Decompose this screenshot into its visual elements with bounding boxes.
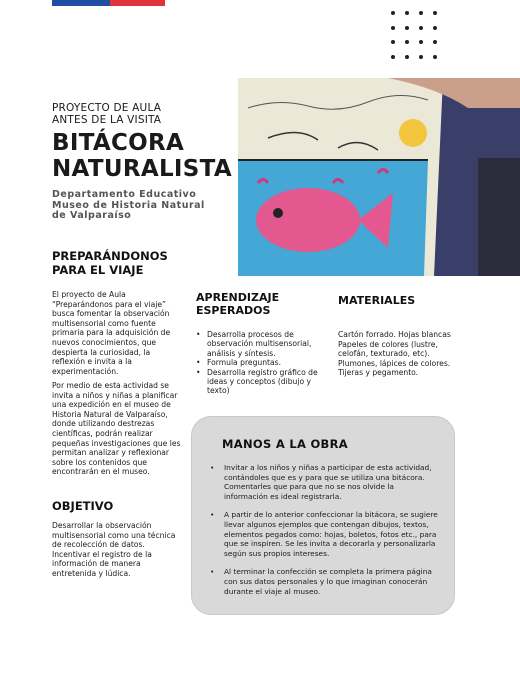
manos-list [210, 463, 438, 605]
decorative-dot-grid [386, 6, 442, 64]
flag-stripe-blue [52, 0, 110, 6]
department-label: Departamento Educativo Museo de Historia Natural de Valparaíso [52, 189, 205, 221]
list-item: • Invitar a los niños y niñas a participar de esta actividad, contándoles que es y para que se utiliza una bitácora. Comentarles que para que no se nos olvide la información es ideal registrarla. [210, 463, 438, 501]
list-item: • A partir de lo anterior confeccionar la bitácora, se sugiere llevar algunos ejemplos que contengan dibujos, textos, elementos pegados como: hojas, boletos, fotos etc., para que se inspiren. Se les invita a decorarla y personalizarla según sus propios intereses. [210, 510, 438, 558]
section-heading-objetivo: OBJETIVO [52, 499, 114, 513]
section-heading-aprendizaje: APRENDIZAJE ESPERADOS [196, 291, 280, 317]
section-heading-materiales: MATERIALES [338, 294, 416, 307]
preparandonos-paragraph-1: El proyecto de Aula “Preparándonos para el viaje” busca fomentar la observación multisensorial como fuente primaria para la adquisición de nuevos conocimientos, que despierta la curiosidad, la reflexión e invita a la experimentación. [52, 290, 171, 376]
section-heading-manos: MANOS A LA OBRA [222, 437, 348, 451]
list-item: • Desarrolla registro gráfico de ideas y conceptos (dibujo y texto) [196, 368, 326, 396]
aprendizaje-list [196, 330, 326, 396]
page-title: BITÁCORA NATURALISTA [52, 130, 232, 182]
project-label: PROYECTO DE AULA ANTES DE LA VISITA [52, 102, 162, 126]
list-item: • Desarrolla procesos de observación multisensorial, análisis y síntesis. [196, 330, 326, 358]
notebook-drawing-photo [238, 78, 520, 276]
preparandonos-paragraph-2: Por medio de esta actividad se invita a niños y niñas a planificar una expedición en el museo de Historia Natural de Valparaíso, donde utilizando destrezas científicas, podrán realizar pequeñas investigaciones que les permitan analizar y reflexionar sobre los contenidos que encontrarán en el museo. [52, 381, 181, 477]
materiales-text: Cartón forrado. Hojas blancas Papeles de colores (lustre, celofán, texturado, etc). Plumones, lápices de colores. Tijeras y pegamento. [338, 330, 451, 378]
manos-a-la-obra-panel [191, 416, 455, 615]
list-item: • Al terminar la confección se completa la primera página con sus datos personales y lo que imaginan conocerán durante el viaje al museo. [210, 567, 438, 596]
objetivo-text: Desarrollar la observación multisensorial como una técnica de recolección de datos. Incentivar el registro de la información de manera entretenida y lúdica. [52, 521, 176, 578]
flag-stripe-red [110, 0, 165, 6]
list-item: • Formula preguntas. [196, 358, 326, 367]
section-heading-preparandonos: PREPARÁNDONOS PARA EL VIAJE [52, 249, 168, 277]
